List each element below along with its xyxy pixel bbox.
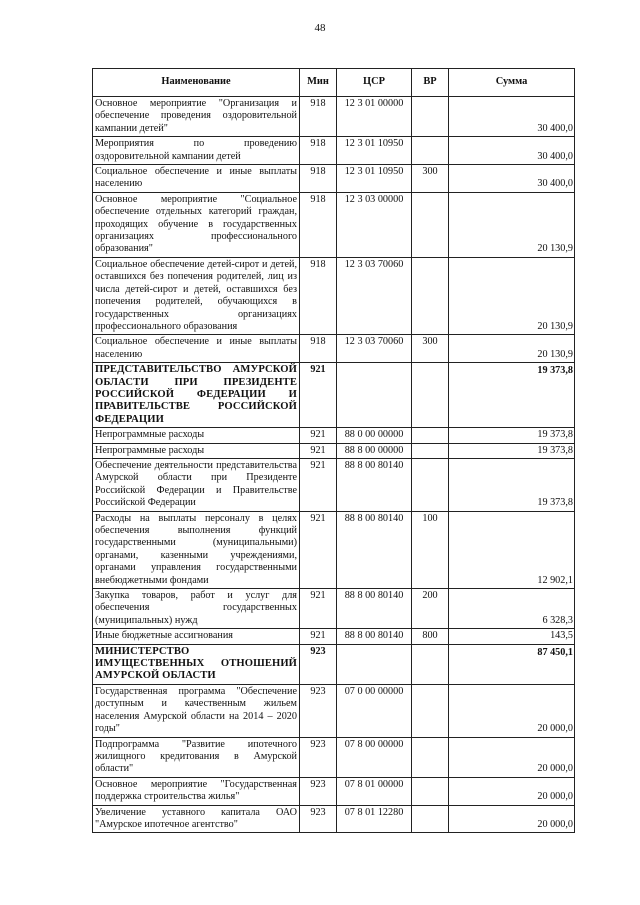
row-csr: 88 8 00 80140	[337, 511, 412, 588]
row-name: ПРЕДСТАВИТЕЛЬСТВО АМУРСКОЙ ОБЛАСТИ ПРИ ПРЕЗИДЕНТЕ РОССИЙСКОЙ ФЕДЕРАЦИИ И ПРАВИТЕЛЬСТВЕ РОССИЙСКОЙ ФЕДЕРАЦИИ	[93, 363, 300, 428]
row-sum: 20 000,0	[449, 805, 575, 833]
row-sum: 6 328,3	[449, 589, 575, 629]
row-csr: 12 3 03 00000	[337, 192, 412, 257]
table-row	[93, 684, 575, 737]
table-row	[93, 737, 575, 777]
row-min: 918	[300, 257, 337, 334]
row-name: Непрограммные расходы	[93, 428, 300, 443]
row-min: 921	[300, 511, 337, 588]
header-sum: Сумма	[449, 69, 575, 97]
row-sum: 20 130,9	[449, 335, 575, 363]
row-sum: 30 400,0	[449, 137, 575, 165]
row-sum: 20 000,0	[449, 684, 575, 737]
row-vr	[412, 805, 449, 833]
row-min: 921	[300, 363, 337, 428]
row-name: Непрограммные расходы	[93, 443, 300, 458]
row-min: 918	[300, 137, 337, 165]
table-row	[93, 805, 575, 833]
row-name: Основное мероприятие "Социальное обеспечение отдельных категорий граждан, проходящих обучение в государственных организациях профессионального образования"	[93, 192, 300, 257]
row-vr	[412, 777, 449, 805]
row-csr: 88 8 00 80140	[337, 458, 412, 511]
header-min: Мин	[300, 69, 337, 97]
page-number: 48	[314, 22, 326, 34]
row-name: Подпрограмма "Развитие ипотечного жилищного кредитования в Амурской области"	[93, 737, 300, 777]
row-min: 923	[300, 777, 337, 805]
row-min: 921	[300, 443, 337, 458]
row-vr	[412, 257, 449, 334]
row-sum: 19 373,8	[449, 458, 575, 511]
table-row	[93, 137, 575, 165]
row-sum: 20 000,0	[449, 777, 575, 805]
row-csr: 07 0 00 00000	[337, 684, 412, 737]
row-name: Мероприятия по проведению оздоровительной кампании детей	[93, 137, 300, 165]
row-name: МИНИСТЕРСТВО ИМУЩЕСТВЕННЫХ ОТНОШЕНИЙ АМУРСКОЙ ОБЛАСТИ	[93, 644, 300, 684]
row-csr: 12 3 01 00000	[337, 97, 412, 137]
row-csr: 88 8 00 00000	[337, 443, 412, 458]
row-vr	[412, 97, 449, 137]
row-name: Основное мероприятие "Организация и обеспечение проведения оздоровительной кампании детей"	[93, 97, 300, 137]
table-row	[93, 428, 575, 443]
row-csr: 07 8 00 00000	[337, 737, 412, 777]
row-vr: 200	[412, 589, 449, 629]
row-min: 921	[300, 629, 337, 644]
row-vr	[412, 458, 449, 511]
row-vr	[412, 644, 449, 684]
row-sum: 20 130,9	[449, 192, 575, 257]
header-csr: ЦСР	[337, 69, 412, 97]
table-row	[93, 257, 575, 334]
table-row	[93, 165, 575, 193]
row-name: Социальное обеспечение и иные выплаты населению	[93, 165, 300, 193]
row-min: 923	[300, 644, 337, 684]
row-csr: 12 3 03 70060	[337, 335, 412, 363]
row-min: 923	[300, 737, 337, 777]
row-csr: 07 8 01 12280	[337, 805, 412, 833]
row-vr	[412, 443, 449, 458]
row-min: 921	[300, 428, 337, 443]
row-vr: 300	[412, 335, 449, 363]
table-row	[93, 458, 575, 511]
row-min: 918	[300, 335, 337, 363]
row-csr: 88 8 00 80140	[337, 629, 412, 644]
table-row	[93, 644, 575, 684]
table-row	[93, 335, 575, 363]
budget-table	[92, 68, 575, 833]
row-min: 923	[300, 684, 337, 737]
row-sum: 20 130,9	[449, 257, 575, 334]
header-name: Наименование	[93, 69, 300, 97]
row-csr: 88 8 00 80140	[337, 589, 412, 629]
row-name: Обеспечение деятельности представительства Амурской области при Президенте Российской Федерации и Правительстве Российской Федерации	[93, 458, 300, 511]
row-sum: 30 400,0	[449, 97, 575, 137]
row-vr: 100	[412, 511, 449, 588]
table-row	[93, 97, 575, 137]
row-vr	[412, 137, 449, 165]
row-csr: 12 3 01 10950	[337, 165, 412, 193]
table-row	[93, 777, 575, 805]
row-min: 918	[300, 192, 337, 257]
row-name: Увеличение уставного капитала ОАО "Амурское ипотечное агентство"	[93, 805, 300, 833]
row-sum: 12 902,1	[449, 511, 575, 588]
header-vr: ВР	[412, 69, 449, 97]
table-body	[93, 97, 575, 833]
row-name: Основное мероприятие "Государственная поддержка строительства жилья"	[93, 777, 300, 805]
table-row	[93, 629, 575, 644]
row-csr: 12 3 03 70060	[337, 257, 412, 334]
row-sum: 143,5	[449, 629, 575, 644]
row-sum: 19 373,8	[449, 428, 575, 443]
row-csr: 07 8 01 00000	[337, 777, 412, 805]
row-vr	[412, 363, 449, 428]
row-name: Социальное обеспечение и иные выплаты населению	[93, 335, 300, 363]
row-sum: 87 450,1	[449, 644, 575, 684]
row-sum: 20 000,0	[449, 737, 575, 777]
row-csr	[337, 363, 412, 428]
row-name: Социальное обеспечение детей-сирот и детей, оставшихся без попечения родителей, лиц из числа детей-сирот и детей, оставшихся без попечения родителей, обучающихся в государственных организациях профессионального образования	[93, 257, 300, 334]
row-vr	[412, 428, 449, 443]
table-row	[93, 443, 575, 458]
table-row	[93, 589, 575, 629]
row-csr: 12 3 01 10950	[337, 137, 412, 165]
row-vr	[412, 192, 449, 257]
row-sum: 19 373,8	[449, 443, 575, 458]
row-min: 918	[300, 165, 337, 193]
row-min: 918	[300, 97, 337, 137]
row-min: 921	[300, 458, 337, 511]
row-sum: 30 400,0	[449, 165, 575, 193]
row-name: Расходы на выплаты персоналу в целях обеспечения выполнения функций государственными (муниципальными) органами, казенными учреждениями, органами управления государственными внебюджетными фондами	[93, 511, 300, 588]
table-row	[93, 192, 575, 257]
table-row	[93, 363, 575, 428]
row-csr	[337, 644, 412, 684]
table-row	[93, 511, 575, 588]
row-vr	[412, 684, 449, 737]
row-name: Закупка товаров, работ и услуг для обеспечения государственных (муниципальных) нужд	[93, 589, 300, 629]
row-vr: 300	[412, 165, 449, 193]
row-sum: 19 373,8	[449, 363, 575, 428]
row-min: 923	[300, 805, 337, 833]
row-name: Государственная программа "Обеспечение доступным и качественным жильем населения Амурской области на 2014 – 2020 годы"	[93, 684, 300, 737]
row-min: 921	[300, 589, 337, 629]
table-header-row	[93, 69, 575, 97]
row-vr	[412, 737, 449, 777]
row-name: Иные бюджетные ассигнования	[93, 629, 300, 644]
row-csr: 88 0 00 00000	[337, 428, 412, 443]
row-vr: 800	[412, 629, 449, 644]
